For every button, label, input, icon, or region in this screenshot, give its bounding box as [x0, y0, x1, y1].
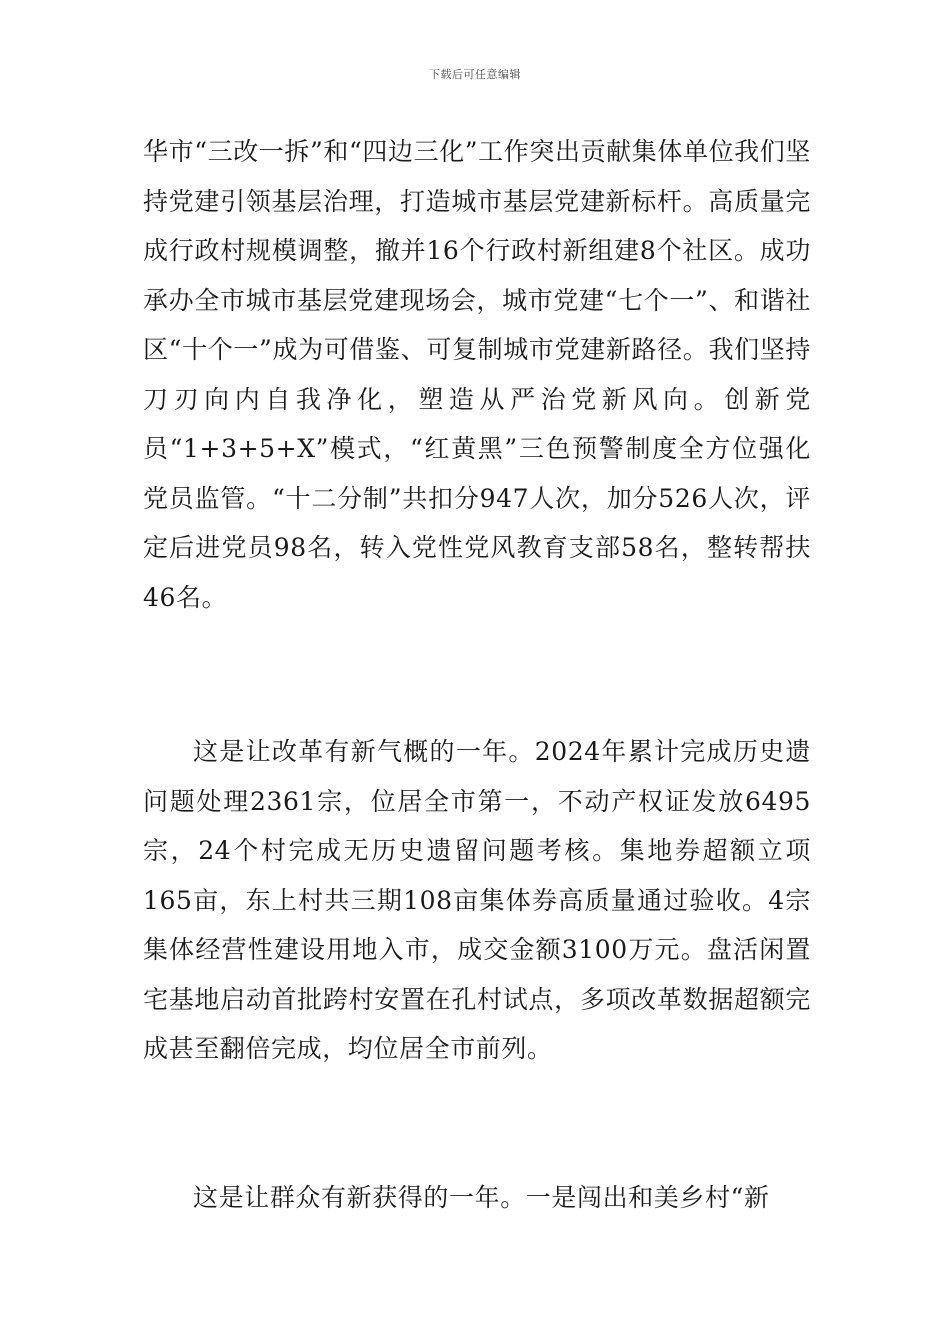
paragraph-party-building: 华市“三改一拆”和“四边三化”工作突出贡献集体单位我们坚持党建引领基层治理，打造城市基层党建新标杆。高质量完成行政村规模调整，撤并16个行政村新组建8个社区。成功承办全市城市基层党建现场会，城市党建“七个一”、和谐社区“十个一”成为可借鉴、可复制城市党建新路径。我们坚持刀刃向内自我净化，塑造从严治党新风向。创新党员“1+3+5+X”模式，“红黄黑”三色预警制度全方位强化党员监管。“十二分制”共扣分947人次，加分526人次，评定后进党员98名，转入党性党风教育支部58名，整转帮扶46名。: [143, 137, 811, 612]
paragraph-public-gains: 这是让群众有新获得的一年。一是闯出和美乡村“新: [193, 1183, 770, 1212]
paragraph-reform: 这是让改革有新气概的一年。2024年累计完成历史遗问题处理2361宗，位居全市第一，不动产权证发放6495宗，24个村完成无历史遗留问题考核。集地券超额立项165亩，东上村共三期108亩集体券高质量通过验收。4宗集体经营性建设用地入市，成交金额3100万元。盘活闲置宅基地启动首批跨村安置在孔村试点，多项改革数据超额完成甚至翻倍完成，均位居全市前列。: [143, 737, 811, 1063]
header-note: 下载后可任意编辑: [429, 68, 521, 81]
